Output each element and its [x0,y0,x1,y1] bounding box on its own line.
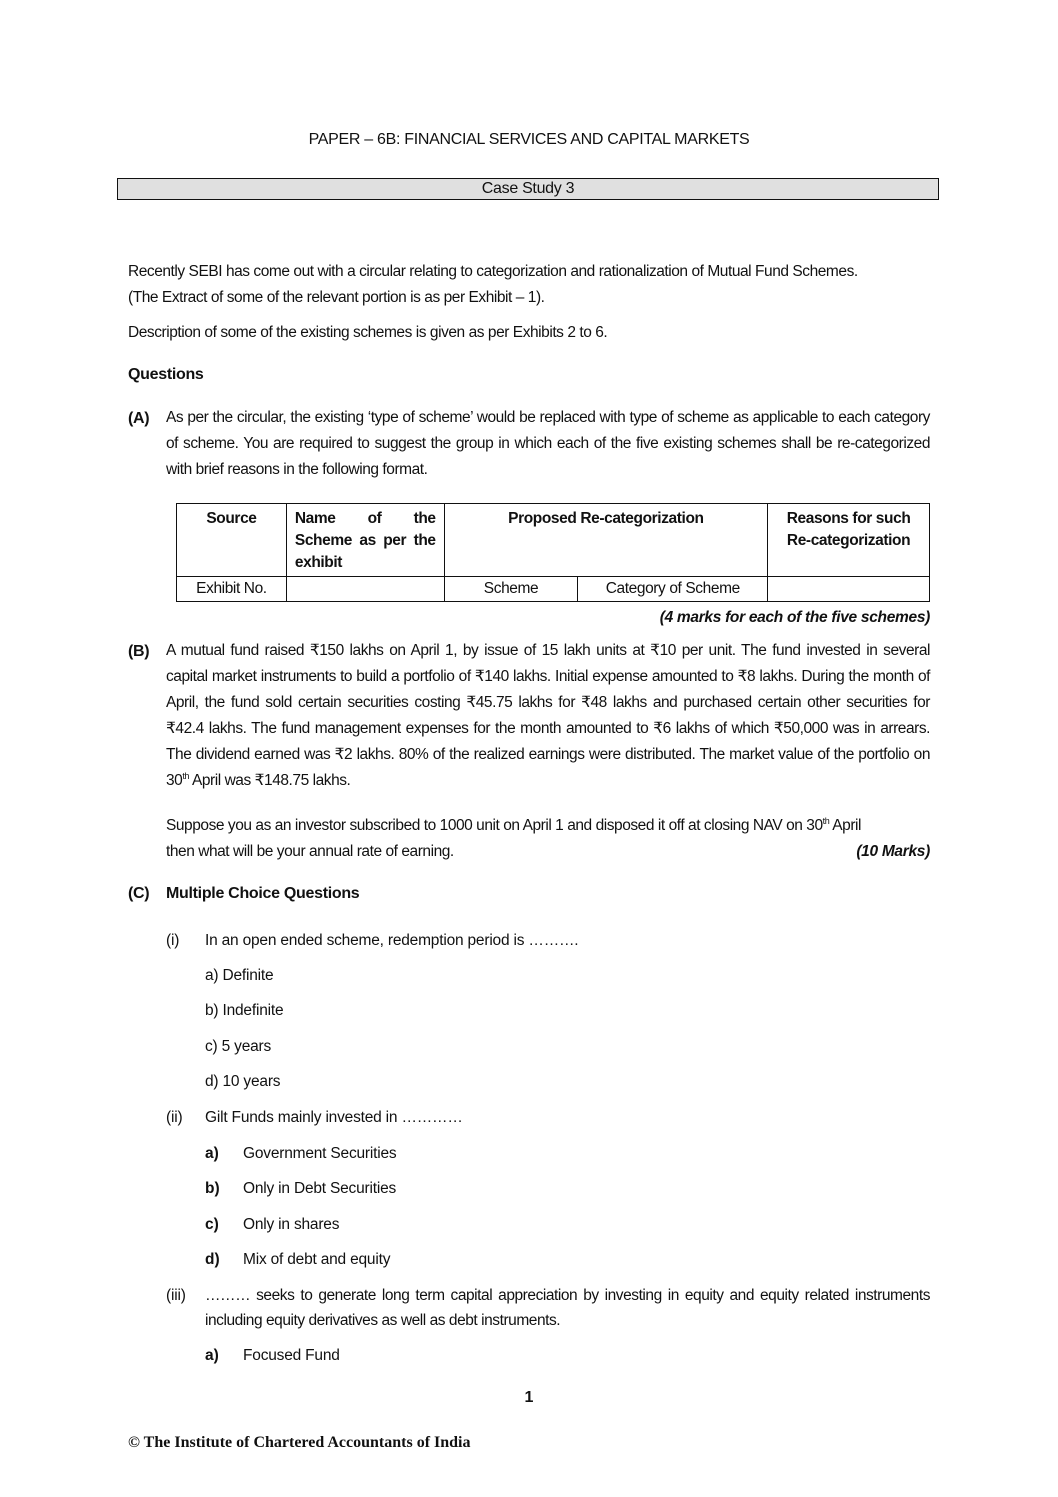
mcq-2-option-d-label: d) [205,1251,220,1268]
header-source: Source [177,504,287,577]
mcq-1-option-a: a) Definite [205,967,274,984]
case-study-heading: Case Study 3 [117,178,939,200]
header-scheme-name: Name of the Scheme as per the exhibit [286,504,444,577]
intro-line-2: (The Extract of some of the relevant portion is as per Exhibit – 1). [128,289,545,306]
page-title: PAPER – 6B: FINANCIAL SERVICES AND CAPITAL MARKETS [308,131,750,148]
question-b-paragraph-2 [166,813,930,839]
superscript: th [182,770,189,781]
header-reasons: Reasons for such Re-categorization [768,504,930,577]
superscript: th [822,815,830,826]
mcq-2-number: (ii) [166,1109,183,1126]
mcq-2-option-a-label: a) [205,1145,219,1162]
question-a-marks: (4 marks for each of the five schemes) [659,609,930,626]
mcq-3-number: (iii) [166,1287,186,1304]
cell-reasons-empty [768,577,930,602]
question-a-label: (A) [128,410,150,427]
question-b-label: (B) [128,643,150,660]
copyright-footer: © The Institute of Chartered Accountants of India [128,1434,471,1451]
mcq-2-option-a: Government Securities [243,1145,397,1162]
intro-line-3: Description of some of the existing schemes is given as per Exhibits 2 to 6. [128,324,608,341]
mcq-1-option-b: b) Indefinite [205,1002,284,1019]
cell-scheme-name-empty [286,577,444,602]
recategorization-format-table [176,503,930,602]
mcq-3-option-a-label: a) [205,1347,219,1364]
mcq-3-option-a: Focused Fund [243,1347,340,1364]
question-c-label: (C) [128,885,150,902]
mcq-2-option-c: Only in shares [243,1216,340,1233]
question-b-para2-end: April [829,817,862,834]
cell-exhibit-no: Exhibit No. [177,577,287,602]
header-proposed-recategorization: Proposed Re-categorization [444,504,767,577]
mcq-2-option-d: Mix of debt and equity [243,1251,391,1268]
mcq-2-option-b-label: b) [205,1180,220,1197]
mcq-2-question: Gilt Funds mainly invested in ………… [205,1109,463,1126]
mcq-1-question: In an open ended scheme, redemption period is ………. [205,932,579,949]
question-b-para2-line2: then what will be your annual rate of earning. [166,843,454,860]
intro-line-1: Recently SEBI has come out with a circular relating to categorization and rationalization of Mutual Fund Schemes. [128,263,858,280]
mcq-2-option-c-label: c) [205,1216,219,1233]
question-b-paragraph-1 [166,638,930,794]
questions-heading: Questions [128,366,204,383]
question-b-text: A mutual fund raised ₹150 lakhs on April 1, by issue of 15 lakh units at ₹10 per unit. The fund invested in several capital market instruments to build a portfolio of ₹140 lakhs. Initial expense amounted to ₹8 lakhs. During the month of April, the fund sold certain securities costing ₹45.75 lakhs for ₹48 lakhs and purchased certain other securities for ₹42.4 lakhs. The fund management expenses for the month amounted to ₹6 lakhs of which ₹50,000 was in arrears. The dividend earned was ₹2 lakhs. 80% of the realized earnings were distributed. The market value of the portfolio on 30 [166,642,930,789]
mcq-2-option-b: Only in Debt Securities [243,1180,397,1197]
question-b-marks: (10 Marks) [856,843,930,860]
question-c-heading: Multiple Choice Questions [166,885,360,902]
mcq-1-number: (i) [166,932,180,949]
cell-category-of-scheme: Category of Scheme [578,577,768,602]
mcq-3-question: ……… seeks to generate long term capital appreciation by investing in equity and equity related instruments including equity derivatives as well as debt instruments. [205,1287,930,1329]
mcq-1-option-c: c) 5 years [205,1038,272,1055]
question-b-para2-text: Suppose you as an investor subscribed to 1000 unit on April 1 and disposed it off at closing NAV on 30 [166,817,823,834]
page-number: 1 [524,1389,534,1406]
question-a-text: As per the circular, the existing ‘type of scheme’ would be replaced with type of scheme as applicable to each category of scheme. You are required to suggest the group in which each of the five existing schemes shall be re-categorized with brief reasons in the following format. [166,409,930,478]
cell-scheme: Scheme [444,577,578,602]
mcq-1-option-d: d) 10 years [205,1073,281,1090]
question-b-text-end: April was ₹148.75 lakhs. [188,772,351,789]
